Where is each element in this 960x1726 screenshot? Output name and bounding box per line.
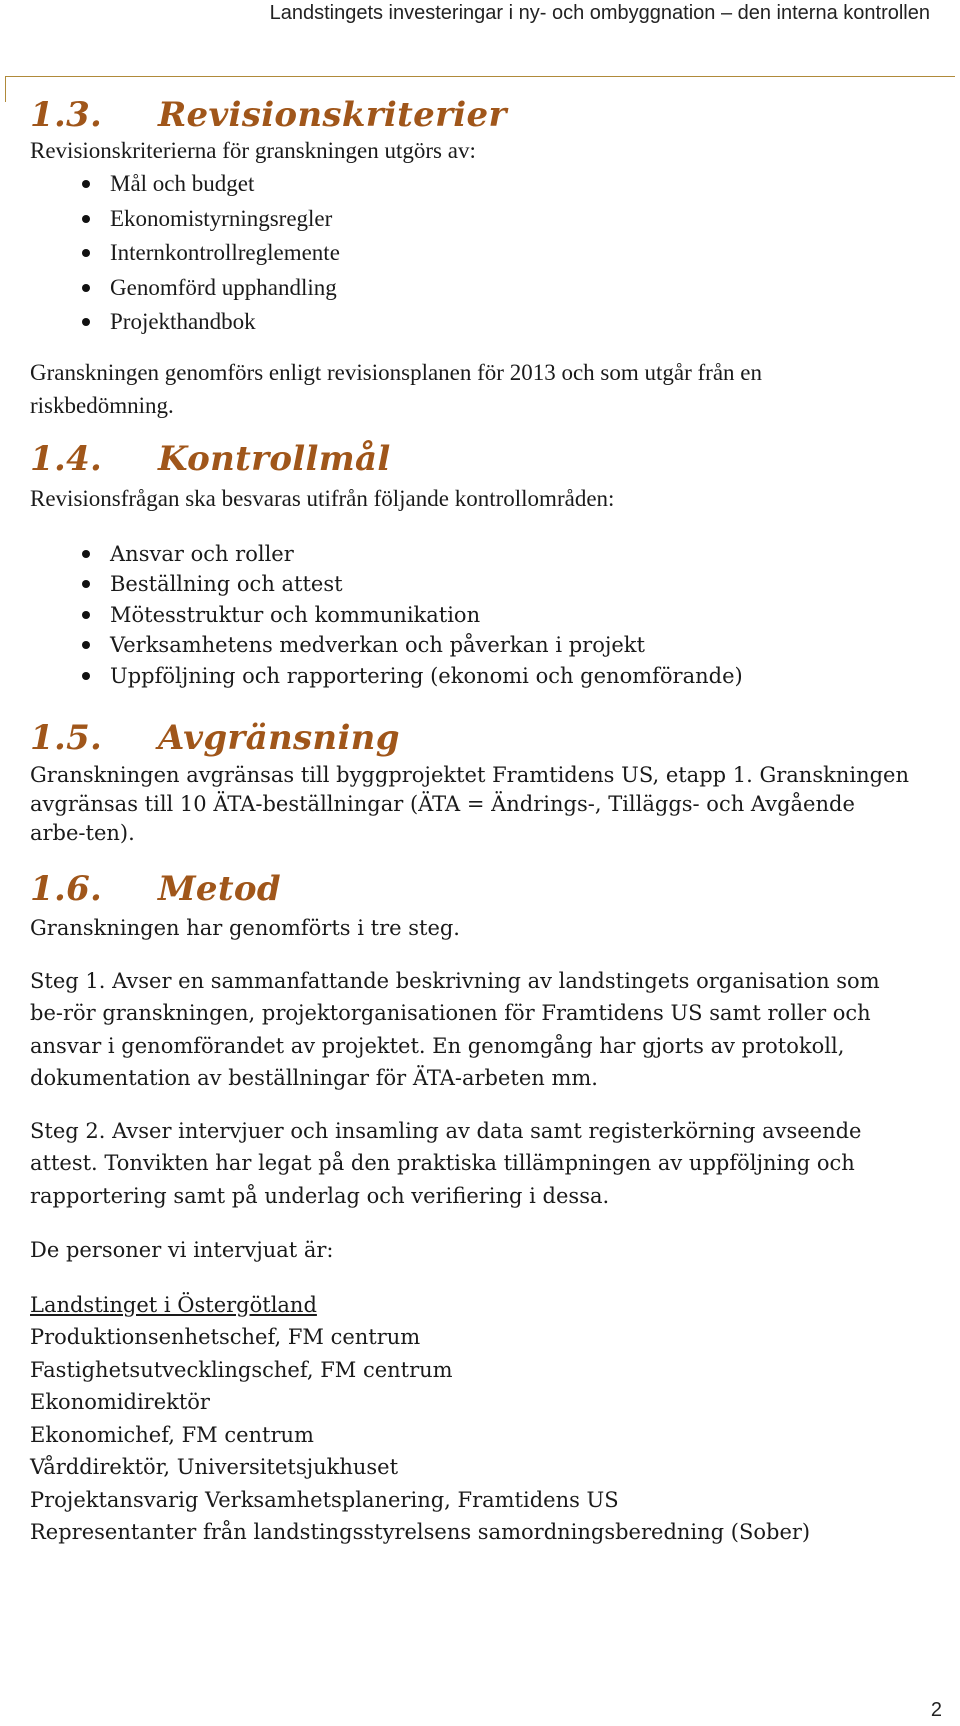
list-item: Genomförd upphandling — [30, 271, 950, 306]
running-header: Landstingets investeringar i ny- och ombyggnation – den interna kontrollen — [269, 2, 930, 24]
section-number: 1.3. — [30, 95, 103, 135]
section-heading-kontrollmal — [30, 436, 950, 482]
list-item: Produktionsenhetschef, FM centrum — [30, 1325, 421, 1349]
list-item: Internkontrollreglemente — [30, 236, 950, 271]
section-title: Kontrollmål — [158, 438, 391, 479]
method-step-2: Steg 2. Avser intervjuer och insamling av data samt registerkörning avseende attest. Tonvikten har legat på den praktiska tillämpningen av uppföljning och rapportering samt på underlag och verifiering i dessa. — [30, 1118, 862, 1208]
method-step-1: Steg 1. Avser en sammanfattande beskrivning av landstingets organisation som be-rör granskningen, projektorganisationen för Framtidens US samt roller och ansvar i genomförandet av projektet. En genomgång har gjorts av protokoll, dokumentation av beställningar för ÄTA-arbeten mm. — [30, 968, 880, 1090]
criteria-intro: Revisionskriterierna för granskningen utgörs av: — [30, 138, 476, 163]
section-number: 1.5. — [30, 718, 103, 758]
section-heading-revisionskriterier — [30, 92, 950, 138]
list-item: Mötesstruktur och kommunikation — [30, 600, 950, 631]
list-item: Ansvar och roller — [30, 539, 950, 570]
section-number: 1.6. — [30, 869, 103, 909]
list-item: Uppföljning och rapportering (ekonomi och genomförande) — [30, 661, 950, 692]
list-item: Fastighetsutvecklingschef, FM centrum — [30, 1357, 453, 1382]
list-item: Projektansvarig Verksamhetsplanering, Framtidens US — [30, 1487, 619, 1512]
criteria-closing: Granskningen genomförs enligt revisionsplanen för 2013 och som utgår från en riskbedömning. — [30, 359, 762, 418]
list-item: Verksamhetens medverkan och påverkan i projekt — [30, 630, 950, 661]
list-item: Mål och budget — [30, 167, 950, 202]
list-item: Ekonomidirektör — [30, 1390, 210, 1414]
control-intro: Revisionsfrågan ska besvaras utifrån följande kontrollområden: — [30, 485, 615, 511]
scope-text: Granskningen avgränsas till byggprojektet Framtidens US, etapp 1. Granskningen avgränsas till 10 ÄTA-beställningar (ÄTA = Ändrings-, Tilläggs- och Avgående arbe-ten). — [30, 763, 909, 845]
list-item: Projekthandbok — [30, 305, 950, 340]
header-rule — [5, 76, 955, 77]
section-title: Metod — [158, 869, 281, 909]
section-heading-metod — [30, 866, 950, 912]
section-title: Avgränsning — [158, 718, 400, 758]
header-rule-tick — [5, 76, 6, 102]
page-content — [30, 92, 950, 1549]
section-heading-avgransning — [30, 715, 950, 761]
criteria-list — [30, 167, 950, 340]
interviewees-intro: De personer vi intervjuat är: — [30, 1238, 334, 1262]
method-intro: Granskningen har genomförts i tre steg. — [30, 916, 460, 940]
list-item: Representanter från landstingsstyrelsens samordningsberedning (Sober) — [30, 1520, 811, 1544]
interviewee-list — [30, 1321, 950, 1549]
list-item: Vårddirektör, Universitetsjukhuset — [30, 1455, 399, 1479]
organization-heading: Landstinget i Östergötland — [30, 1292, 317, 1317]
control-areas-list — [30, 539, 950, 692]
list-item: Ekonomichef, FM centrum — [30, 1422, 314, 1447]
section-number: 1.4. — [30, 438, 103, 479]
page-number: 2 — [930, 1699, 942, 1721]
list-item: Beställning och attest — [30, 569, 950, 600]
section-title: Revisionskriterier — [158, 95, 507, 135]
list-item: Ekonomistyrningsregler — [30, 202, 950, 237]
